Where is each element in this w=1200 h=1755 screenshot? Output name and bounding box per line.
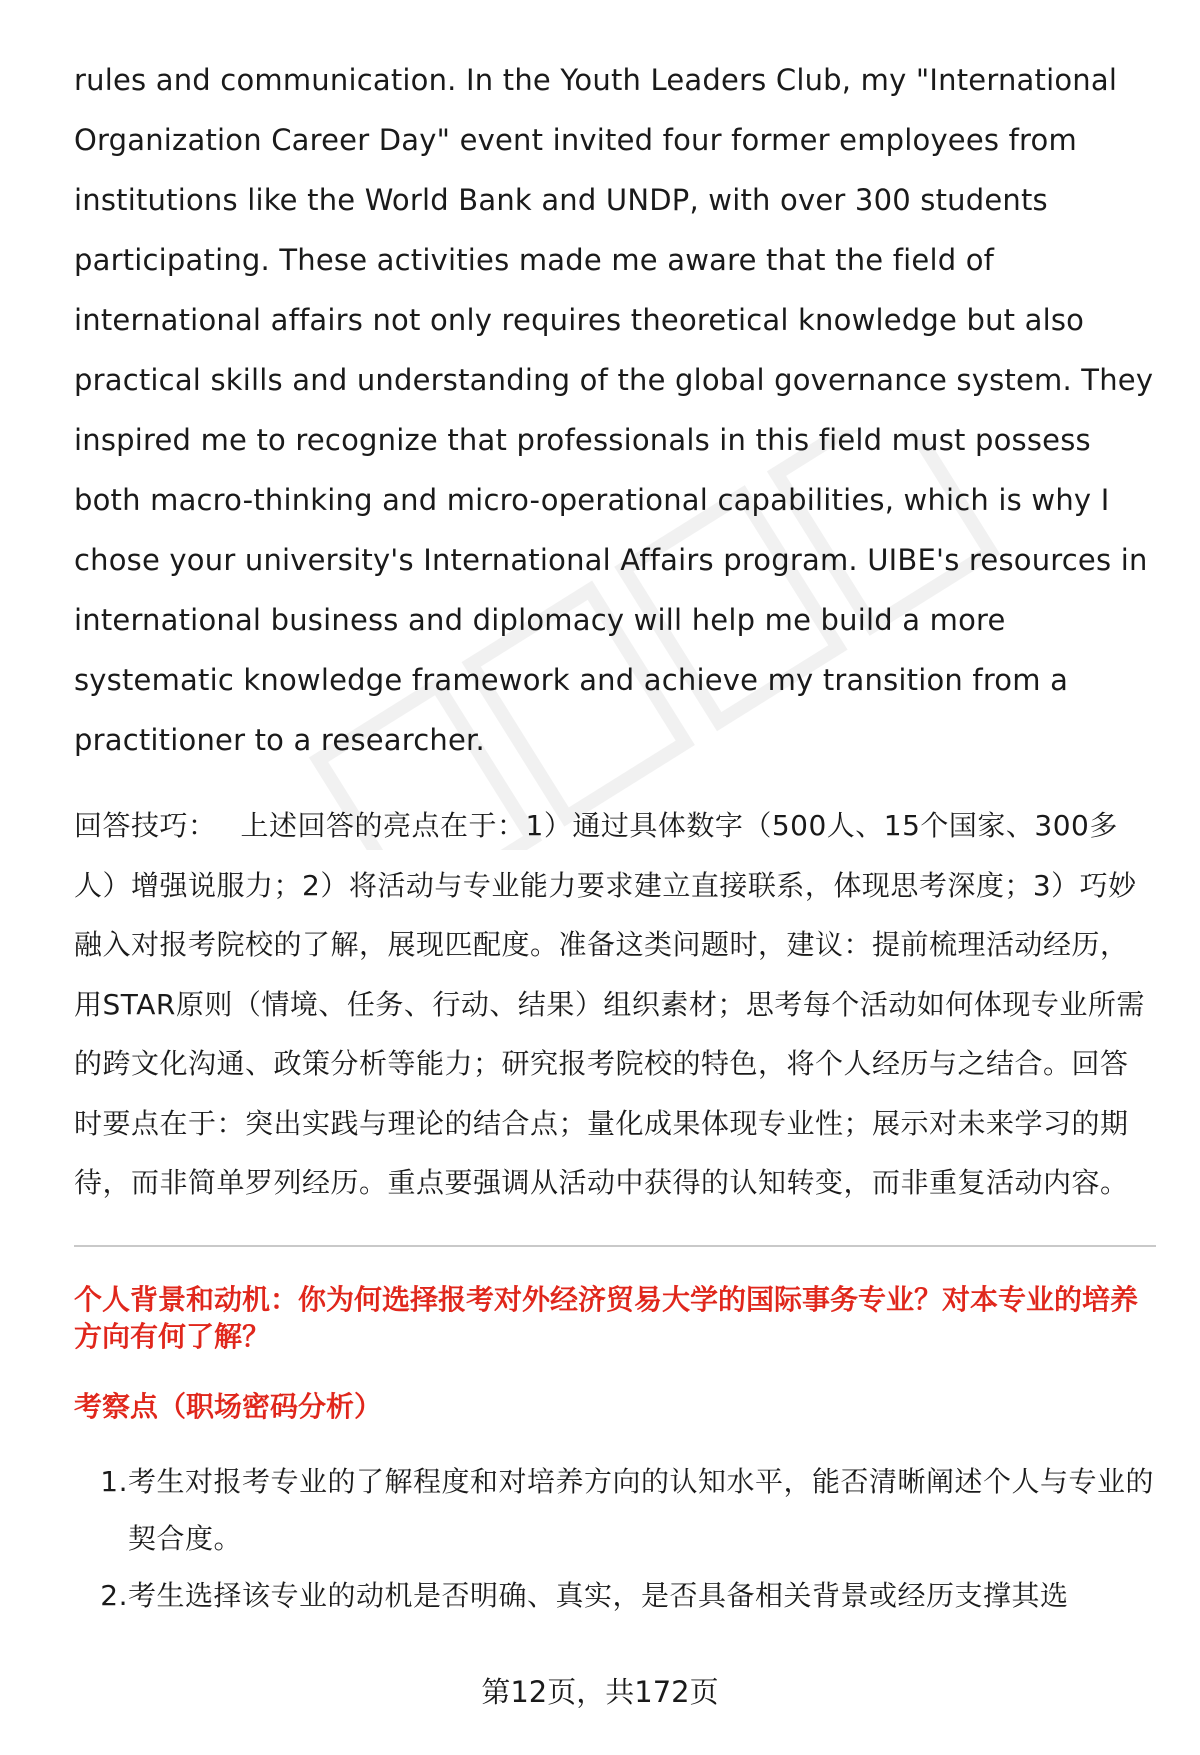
list-item-number: 1. — [100, 1464, 128, 1498]
document-page — [74, 50, 1156, 1624]
list-item — [74, 1453, 1156, 1567]
answer-tips-paragraph — [74, 796, 1156, 1213]
assessment-points-list — [74, 1453, 1156, 1624]
page-number-footer: 第12页，共172页 — [481, 1675, 719, 1709]
list-item-text: 考生选择该专业的动机是否明确、真实，是否具备相关背景或经历支撑其选 — [128, 1578, 1069, 1612]
answer-paragraph-english: rules and communication. In the Youth Leaders Club, my "International Organization Career Day" event invited four former employees from institutions like the World Bank and UNDP, with over 300 students participating. These activities made me aware that the field of international affairs not only requires theoretical knowledge but also practical skills and understanding of the global governance system. They inspired me to recognize that professionals in this field must possess both macro-thinking and micro-operational capabilities, which is why I chose your university's International Affairs program. UIBE's resources in international business and diplomacy will help me build a more systematic knowledge framework and achieve my transition from a practitioner to a researcher. — [74, 63, 1154, 757]
interview-question-heading: 个人背景和动机：你为何选择报考对外经济贸易大学的国际事务专业？对本专业的培养方向有何了解？ — [74, 1282, 1139, 1353]
assessment-points-title: 考察点（职场密码分析） — [74, 1389, 383, 1423]
section-divider — [74, 1245, 1156, 1247]
list-item-number: 2. — [100, 1578, 128, 1612]
list-item — [74, 1567, 1156, 1624]
answer-tips-label: 回答技巧： — [74, 809, 217, 842]
list-item-text: 考生对报考专业的了解程度和对培养方向的认知水平，能否清晰阐述个人与专业的契合度。 — [128, 1464, 1155, 1555]
answer-tips-text: 上述回答的亮点在于：1）通过具体数字（500人、15个国家、300多人）增强说服力；2）将活动与专业能力要求建立直接联系，体现思考深度；3）巧妙融入对报考院校的了解，展现匹配度。准备这类问题时，建议：提前梳理活动经历，用STAR原则（情境、任务、行动、结果）组织素材；思考每个活动如何体现专业所需的跨文化沟通、政策分析等能力；研究报考院校的特色，将个人经历与之结合。回答时要点在于：突出实践与理论的结合点；量化成果体现专业性；展示对未来学习的期待，而非简单罗列经历。重点要强调从活动中获得的认知转变，而非重复活动内容。 — [74, 809, 1145, 1199]
